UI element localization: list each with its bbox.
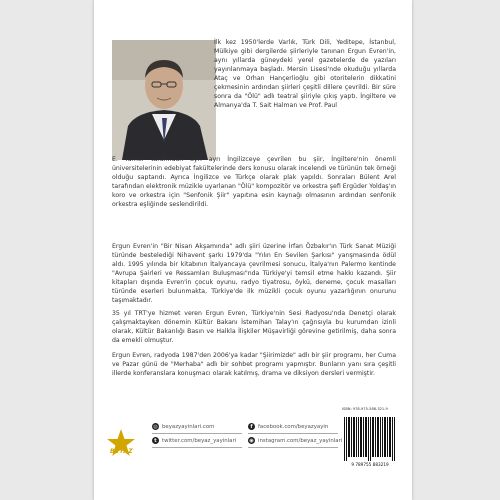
website-link[interactable] — [152, 423, 214, 430]
website-text: beyazyayinlari.com — [162, 423, 215, 430]
twitter-icon: t — [152, 437, 159, 444]
twitter-link[interactable] — [152, 437, 236, 444]
instagram-link[interactable] — [248, 437, 342, 444]
publisher-logo-text: BEYAZ — [110, 448, 133, 455]
facebook-text: facebook.com/beyazyayin — [258, 423, 329, 430]
biography-paragraph-1-continued: E. Turner tarafından ayrı ayrı İngilizceye çevrilen bu şiir, İngiltere'nin önemli üniversitelerinin edebiyat fakültelerinde ders konusu olarak incelendi ve türünün tek örneği olduğu saptandı. Ayrıca İngilizce ve Türkçe olarak plak yapıldı. Sonraları Bülent Arel tarafından elektronik müzikle uyarlanan "Ölü" kompozitör ve orkestra şefi Ergüder Yoldaş'ın koro ve orkestra için "Senfonik Şiir" yapıtına esin kaynağı olmasının ardından senfonik orkestra eşliğinde seslendirildi. — [112, 156, 396, 209]
instagram-text: instagram.com/beyaz_yayinlari — [258, 437, 343, 444]
cover-footer — [94, 405, 412, 500]
instagram-icon: ◉ — [249, 437, 254, 444]
biography-paragraph-3: 35 yıl TRT'ye hizmet veren Ergun Evren, Türkiye'nin Sesi Radyosu'nda Denetçi olarak çalışmaktayken dönemin Kültür Bakanı İstemihan Talay'ın çağrısıyla bu kurumdan izinli olarak, Kültür Bakanlığı Basın ve Halkla İlişkiler Müşavirliği görevine getirilmiş, daha sonra da emekli olmuştur. — [112, 310, 396, 345]
divider — [248, 447, 338, 448]
biography-paragraph-4: Ergun Evren, radyoda 1987'den 2006'ya kadar "Şiirimizde" adlı bir şiir programı, her Cuma ve Pazar günü de "Merhaba" adlı bir sohbet programı yapmıştır. Bunların yanı sıra çeşitli illerde konferanslara konuşmacı olarak katılmış, drama ve diksiyon dersleri vermiştir. — [112, 352, 396, 378]
isbn-label: ISBN: 978-975-588-321-9 — [342, 407, 388, 411]
divider — [248, 433, 338, 434]
divider — [152, 447, 242, 448]
barcode — [342, 413, 398, 471]
biography-paragraph-2: Ergun Evren'in "Bir Nisan Akşamında" adlı şiiri üzerine İrfan Özbakır'ın Türk Sanat Müziği türünde bestelediği Nihavent şarkı 1979'da "Yılın En Sevilen Şarkısı" yarışmasında ödül aldı. 1995 yılında bir kitabının İtalyancaya çevrilmesi sonucu, İtalya'nın Palermo kentinde "Avrupa Şairleri ve Ressamları Buluşması"nda Türkiye'yi temsil etme hakkı kazandı. Şiir kitapları dışında Evren'in çocuk oyunu, radyo tiyatrosu, öykü, deneme, çocuk masalları türünde eserleri bulunmakta, Türkiye'de ilk müzikli çocuk oyunu yazarlığının onurunu taşımaktadır. — [112, 243, 396, 305]
publisher-logo — [104, 425, 138, 465]
barcode-number: 9 789755 883219 — [351, 462, 389, 467]
globe-icon: ◎ — [153, 423, 158, 430]
twitter-text: twitter.com/beyaz_yayinlari — [162, 437, 237, 444]
star-logo-icon — [104, 425, 138, 465]
facebook-icon: f — [248, 423, 255, 430]
contact-links — [152, 423, 352, 463]
divider — [152, 433, 242, 434]
facebook-link[interactable] — [248, 423, 328, 430]
biography-paragraph-1: İlk kez 1950'lerde Varlık, Türk Dili, Yeditepe, İstanbul, Mülkiye gibi dergilerde şiirleriyle tanınan Ergun Evren'in, aynı yıllarda güneydeki yerel gazetelerde de yazıları yayınlanmaya başladı. Mersin Lisesi'nde okuduğu yıllarda Ataç ve Orhan Hançerlioğlu gibi otoritelerin dikkatini çekmesinin ardından şiirleri çeşitli dillere çevrildi. Bir süre sonra da "Ölü" adlı teatral şiiriyle çıkış yaptı. İngiltere ve Almanya'da T. Sait Halman ve Prof. Paul — [214, 39, 396, 110]
book-back-cover — [94, 0, 412, 500]
author-photo — [112, 40, 216, 160]
